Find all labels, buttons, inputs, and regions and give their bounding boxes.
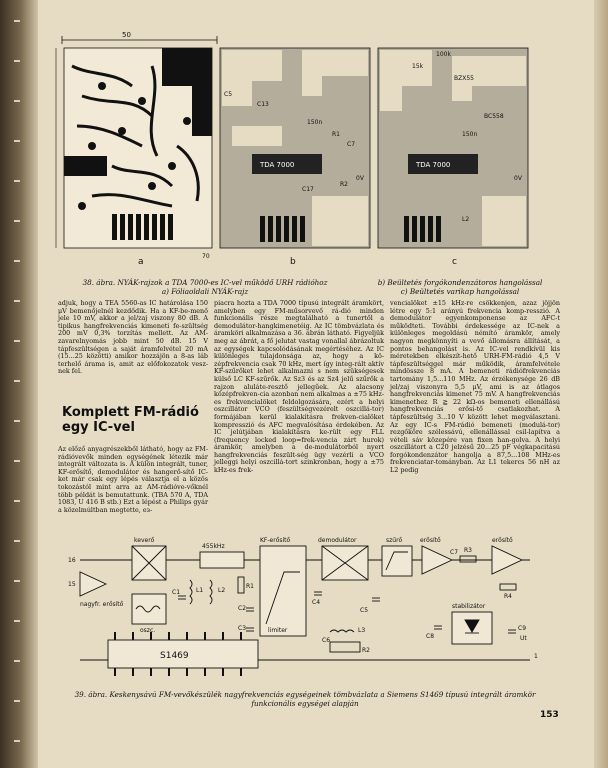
pin-15: 15: [68, 581, 76, 588]
block-label-erosito-2: erősítő: [492, 537, 513, 544]
block-label-455khz: 455kHz: [202, 543, 225, 550]
article-column-2: piacra hozta a TDA 7000 típusú integrált áramkört, amelyben egy FM-műsorvevő rá-dió minden funkcionális része megtalálható a tunertől a demodulátor-hangkimenetéig. Az IC tömbvázlata és áramköri alkalmazása a 36. ábrán látható. Figyeljük meg az ábrát, a fő jelutat vastag vonallal ábrázoltuk az egységek kapcsolódásának megértéséhez. Az IC különleges tulajdonsága az, hogy a kö-zépfrekvencia csak 70 kHz, mert így integ-rált aktív KF-szűrőket lehet alkalmazni s nem szükségesek külső LC KF-szűrők. Az Sz3 és az Sz4 jelű szűrők a rajzon aluláte-resztő jellegűek. Az alacsony középfrekven-cia azonban nem alkalmas a ±75 kHz-es frekvencialöket feldolgozására, ezért a helyi oszcillátor VCO (feszültségvezérelt oszcillá-tor) formájában kerül kialakításra frekven-cialöket kompresszió és AFC megvalósítása érdekében. Az IC jelútjában kialakításra ke-rült egy FLL (frequency locked loop=frek-vencia zárt hurok) áramkör, amelyben a de-modulátorból nyert hangfrekvenciás feszült-ség ügy vezérli a VCO jelleggi helyi oszcillá-tort szinkronban, hogy a ±75 kHz-es frek-: [214, 299, 384, 475]
block-label-limiter: limiter: [268, 627, 288, 634]
panel-label-b: b: [290, 257, 296, 267]
board-c-label-15k: 15k: [412, 63, 424, 70]
book-binding: [0, 0, 38, 768]
board-b-label-c5: C5: [224, 91, 233, 98]
board-b-ic-label: TDA 7000: [260, 161, 295, 169]
page-edge: [594, 0, 608, 768]
section-heading: Komplett FM-rádió egy IC-vel: [62, 405, 199, 435]
label-c3: C3: [238, 625, 247, 632]
board-c-label-bzx55: BZX55: [454, 75, 474, 82]
block-label-kevero: keverő: [134, 537, 155, 544]
label-c4: C4: [312, 599, 321, 606]
board-c-label-l2: L2: [462, 216, 470, 223]
board-c-label-0v: 0V: [514, 175, 522, 182]
pin-1: 1: [534, 653, 538, 660]
pin-16: 16: [68, 557, 76, 564]
label-r1: R1: [246, 583, 254, 590]
block-label-oszc: oszc.: [140, 627, 156, 634]
block-label-stabilizator: stabilizátor: [452, 603, 486, 610]
figure-38-pcb-drawings: [52, 26, 538, 274]
label-r3: R3: [464, 547, 472, 554]
pcb-panel-a: [56, 48, 212, 267]
block-label-demodulator: demodulátor: [318, 537, 357, 544]
panel-label-a: a: [138, 257, 144, 267]
article-column-1-top: adjuk, hogy a TEA 5560-as IC határolása 150 μV bemenőjelnél kezdődik. Ha a KF-be-menő jele 10 mV, akkor a jel/zaj viszony 80 dB. A tipikus hangfrekvenciás kimeneti fe-szültség 200 mV 0,3% torzítás mellett. Az AM-zavarelnyomás jobb mint 50 dB. 15 V tápfeszültségen a saját áramfelvétel 20 mA (15...25 közötti) amikor hozzájön a 8-as láb terhelő árama is, amit az előfokozatok vesz-nek fel.: [58, 299, 208, 376]
block-label-nagyfr-erosito: nagyfr. erősítő: [80, 601, 124, 608]
figure-39-block-diagram: [60, 532, 546, 688]
label-l2: L2: [218, 587, 226, 594]
pcb-panel-c: [378, 48, 528, 267]
label-c6: C6: [322, 637, 331, 644]
board-c-label-bc558: BC558: [484, 113, 504, 120]
board-b-label-r1: R1: [332, 131, 340, 138]
label-c5: C5: [360, 607, 369, 614]
board-b-label-0v: 0V: [356, 175, 364, 182]
label-r4: R4: [504, 593, 512, 600]
dimension-50: 50: [122, 31, 131, 39]
board-b-label-c7: C7: [347, 141, 356, 148]
figure-38-caption-left: 38. ábra. NYÁK-rajzok a TDA 7000-es IC-vel működő URH rádióhoz a) Fóliaoldali NYÁK-rajz: [82, 278, 328, 296]
label-ut: Ut: [520, 635, 527, 642]
label-l1: L1: [196, 587, 204, 594]
pcb-panel-b: [220, 48, 370, 267]
label-c9: C9: [518, 625, 527, 632]
panel-label-c: c: [452, 257, 457, 267]
block-label-erosito-1: erősítő: [420, 537, 441, 544]
label-r2: R2: [362, 647, 370, 654]
block-label-szuro: szűrő: [386, 537, 403, 544]
page-number: 153: [540, 710, 559, 720]
board-c-ic-label: TDA 7000: [416, 161, 451, 169]
article-column-1-bottom: Az előző anyagrészekből látható, hogy az FM-rádióvevők minden egységének létezik már integrált változata is. A külön integrált, tuner, KF-erősítő, demodulátor és hangerő-sítő IC-ket már csak egy lépés választja el a közös tokozástól mint arra az AM-rádióve-vőknél több példát is bemutattunk. (TBA 570 A, TDA 1083, U 416 B stb.) Ezt a lépést a Philips gyár a közelmúltban megtette, ез-: [58, 445, 208, 514]
board-b-label-r2: R2: [340, 181, 348, 188]
label-c7: C7: [450, 549, 459, 556]
board-b-label-150n: 150n: [307, 119, 323, 126]
label-c2: C2: [238, 605, 247, 612]
board-c-label-150n: 150n: [462, 131, 478, 138]
figure-39-caption: 39. ábra. Keskenysávú FM-vevőkészülék nagyfrekvenciás egységeinek tömbvázlata a Siemens S1469 típusú integrált áramkör funkcionális egységei alapján: [74, 690, 536, 708]
figure-38-caption-right: b) Beültetés forgókondenzátoros hangolással c) Beültetés varikap hangolással: [377, 278, 543, 296]
block-label-kf-erosito: KF-erősítő: [260, 537, 291, 544]
board-c-label-100k: 100k: [436, 51, 451, 58]
dimension-70: 70: [202, 253, 210, 260]
article-column-3: vencialöket ±15 kHz-re csökkenjen, azaz jöjjön létre egy 5:1 arányú frekvencia komp-resszió. A demodulátor egyenkomponense az AFC-t működteti. További érdekessége az IC-nek a különleges megoldású némító áramkör, amely nagyon megkönnyíti a vevő állomásra állítását, a pontos behangolást is. Az IC-vel rendkívül kis méretekben elkészít-hető URH-FM-rádió 4,5 V tápfeszültséggel már működik, áramfelvétele mindössze 8 mA. A bemeneti rádiófrekvenciás tartomány 1,5...110 MHz. Az érzékenysége 26 dB jel/zaj viszonyra 5,5 μV, ami is az átlagos hangfrekvenciás kimenet 75 mV. A hangfrekvenciás kimenethez R ≧ 22 kΩ-os bemeneti ellenállású hangfrekvenciás erősí-tő csatlakozhat. A tápfeszültség 3...10 V között lehet megválasztani. Az egy IC-s FM-rádió bemeneti (modulá-tor) rezgőköre szélessávú, ellenállással csil-lapítva a vételi sáv közepére van fixen han-golva. A helyi oszcillátort a C20 jelzésű 20...25 pF végkapacitású forgókondenzátor hangolja a 87,5...108 MHz-es frekvenciatar-tományban. Az L1 tekercs 56 nH az L2 pedig: [390, 299, 560, 475]
board-b-label-c17: C17: [302, 186, 314, 193]
label-c8: C8: [426, 633, 435, 640]
board-b-label-c13: C13: [257, 101, 269, 108]
ic-name-s1469: S1469: [160, 651, 189, 661]
label-c1: C1: [172, 589, 181, 596]
label-l3: L3: [358, 627, 366, 634]
